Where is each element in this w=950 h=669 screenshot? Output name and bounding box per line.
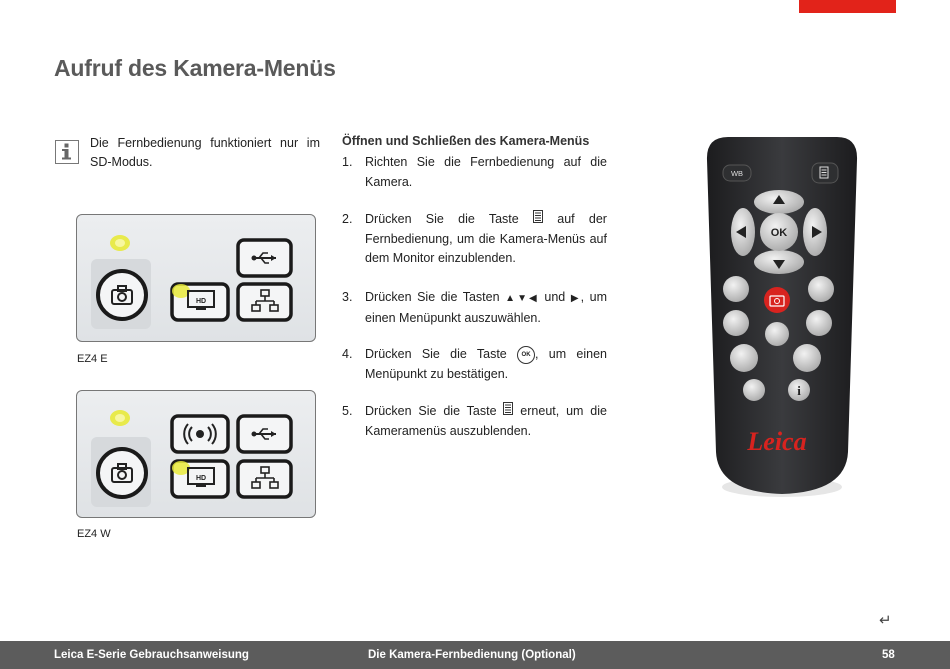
page-title: Aufruf des Kamera-Menüs [54, 55, 336, 81]
svg-text:HD: HD [195, 298, 207, 305]
ez4w-label: EZ4 W [77, 528, 111, 540]
footer-page-number: 58 [882, 649, 895, 661]
brightness-up-button [793, 344, 821, 372]
ez4e-control-panel [76, 214, 316, 342]
menu-icon [503, 402, 513, 422]
footer-manual-title: Leica E-Serie Gebrauchsanweisung [54, 649, 249, 661]
menu-icon [533, 210, 543, 230]
ok-button-icon: OK [517, 346, 535, 364]
step-4: 4. Drücken Sie die Taste OK , um einen Menüpunkt zu bestätigen. [342, 347, 607, 381]
ez4e-label: EZ4 E [77, 353, 108, 365]
svg-text:i: i [797, 383, 801, 398]
arrow-keys-icon: ▲▼◀ [505, 293, 539, 304]
arrow-right-icon: ▶ [570, 293, 581, 304]
footer [0, 641, 950, 669]
svg-text:WB: WB [730, 169, 744, 178]
camera-button [98, 271, 146, 319]
step-2: 2. Drücken Sie die Taste auf der Fernbedienung, um die Kamera-Menüs auf dem Monitor einzublenden. [342, 212, 607, 266]
svg-text:OK: OK [770, 227, 788, 239]
step-1: 1. Richten Sie die Fernbedienung auf die Kamera. [342, 155, 607, 189]
leica-logo: Leica [747, 427, 807, 456]
step-3: 3. Drücken Sie die Tasten ▲▼◀ und ▶, um einen Menüpunkt auszuwählen. [342, 290, 607, 325]
remote-control [700, 132, 865, 507]
instructions-heading: Öffnen und Schließen des Kamera-Menüs [342, 134, 590, 148]
step-5: 5. Drücken Sie die Taste erneut, um die Kameramenüs auszublenden. [342, 404, 607, 438]
link-button [743, 379, 765, 401]
footer-chapter-title: Die Kamera-Fernbedienung (Optional) [368, 649, 576, 661]
ez4w-control-panel [76, 390, 316, 518]
enter-icon: ↵ [879, 612, 892, 629]
red-page-tab [799, 0, 896, 13]
info-note-text: Die Fernbedienung funktioniert nur im SD-Modus. [90, 136, 320, 169]
info-icon [55, 140, 79, 164]
svg-text:HD: HD [195, 475, 207, 482]
camera-record-button [764, 287, 790, 313]
brightness-down-button [730, 344, 758, 372]
